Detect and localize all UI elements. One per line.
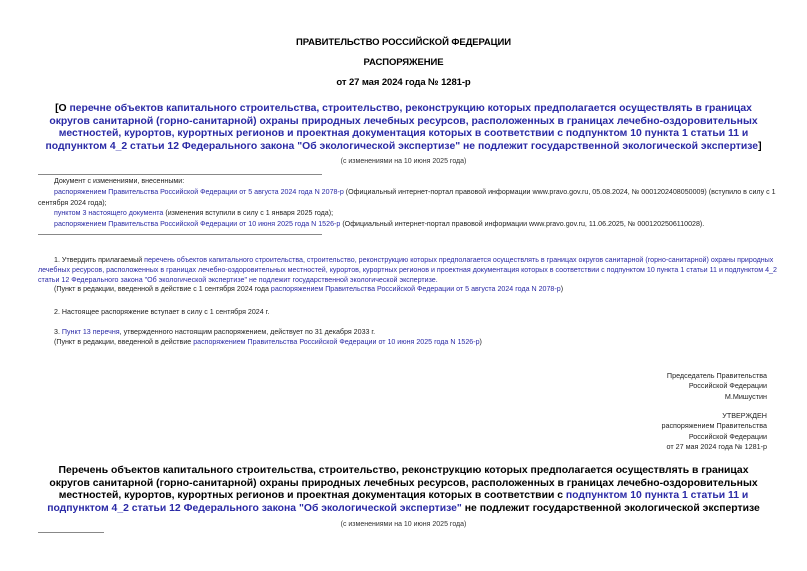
approved-block bbox=[661, 411, 767, 453]
signature-name: М.Мишустин bbox=[724, 391, 767, 401]
list-title-link[interactable]: подпунктом 10 пункта 1 статьи 11 и подпунктом 4_2 статьи 12 Федерального закона "Об экологической экспертизе" bbox=[47, 490, 749, 514]
p3-prefix: 3. bbox=[54, 328, 62, 336]
change-text: (Официальный интернет-портал правовой информации www.pravo.gov.ru, 11.06.2025, № 0001202506110028). bbox=[340, 220, 705, 229]
list-title-part1: Перечень объектов капитального строительства, строительство, реконструкцию которых предполагается осуществлять в границах округов санитарной (горно-санитарной) охраны природных лечебных ресурсов, расположенных в границах лечебно-оздоровительных местностей, курортов, курортных регионов и проектная документация которых в соответствии с bbox=[49, 465, 758, 501]
list-title-part2: не подлежит государственной экологической экспертизе bbox=[461, 502, 760, 514]
p2-text: 2. Настоящее распоряжение вступает в силу с 1 сентября 2024 г. bbox=[54, 308, 270, 316]
approved-label: УТВЕРЖДЕН bbox=[722, 411, 767, 420]
p3-note-link[interactable]: распоряжением Правительства Российской Федерации от 10 июня 2025 года N 1526-р bbox=[193, 337, 480, 346]
change-link[interactable]: распоряжением Правительства Российской Федерации от 5 августа 2024 года N 2078-р bbox=[54, 187, 344, 196]
footnote-divider bbox=[38, 532, 104, 533]
divider-bottom bbox=[38, 234, 322, 235]
change-link[interactable]: пунктом 3 настоящего документа bbox=[54, 209, 164, 218]
approved-date: от 27 мая 2024 года № 1281-р bbox=[666, 442, 767, 452]
change-text: (Официальный интернет-портал правовой информации www.pravo.gov.ru, 05.08.2024, № 0001202408050009) (вступило в силу с 1 сентября 2024 года); bbox=[38, 187, 776, 207]
changes-intro: Документ с изменениями, внесенными: bbox=[54, 177, 185, 185]
paragraph-2 bbox=[38, 308, 778, 318]
approved-org: Российской Федерации bbox=[688, 431, 767, 441]
doc-date-number: от 27 мая 2024 года № 1281-р bbox=[336, 77, 471, 88]
change-item bbox=[38, 208, 778, 219]
signature-org: Российской Федерации bbox=[688, 381, 767, 391]
p3-note-suffix: ) bbox=[479, 337, 482, 346]
change-item bbox=[38, 187, 778, 209]
doc-type: РАСПОРЯЖЕНИЕ bbox=[363, 57, 444, 68]
revision-note: (с изменениями на 10 июня 2025 года) bbox=[340, 158, 467, 165]
signature-block bbox=[667, 371, 767, 402]
title-close-bracket: ] bbox=[758, 140, 762, 152]
p1-prefix: 1. Утвердить прилагаемый bbox=[54, 256, 145, 264]
signature-title: Председатель Правительства bbox=[666, 371, 767, 380]
p1-link[interactable]: перечень объектов капитального строительства, строительство, реконструкцию которых предполагается осуществлять в границах округов санитарной (горно-санитарной) охраны природных лечебных ресурсов, расположенных в границах лечебно-оздоровительных местностей, курортов, курортных регионов и проектная документация которых в соответствии с подпунктом 10 пункта 1 статьи 11 и подпунктом 4_2 статьи 12 Федерального закона "Об экологической экспертизе" не подлежит государственной экологической экспертизе. bbox=[38, 256, 777, 284]
p3-link[interactable]: Пункт 13 перечня bbox=[61, 328, 120, 336]
paragraph-1 bbox=[38, 256, 778, 295]
title-link[interactable]: перечне объектов капитального строительства, строительство, реконструкцию которых предполагается осуществлять в границах округов санитарной (горно-санитарной) охраны природных лечебных ресурсов, расположенных в границах лечебно-оздоровительных местностей, курортов, курортных регионов и проектная документация которых в соответствии с подпунктом 10 пункта 1 статьи 11 и подпунктом 4_2 статьи 12 Федерального закона "Об экологической экспертизе" не подлежит государственной экологической экспертизе bbox=[45, 103, 759, 152]
change-link[interactable]: распоряжением Правительства Российской Федерации от 10 июня 2025 года N 1526-р bbox=[54, 220, 341, 229]
document-title bbox=[40, 103, 767, 153]
p1-note-prefix: (Пункт в редакции, введенной в действие с 1 сентября 2024 года bbox=[54, 285, 271, 294]
p3-suffix: , утвержденного настоящим распоряжением, действует по 31 декабря 2033 г. bbox=[119, 328, 376, 336]
paragraph-3 bbox=[38, 328, 778, 348]
list-title bbox=[40, 465, 767, 515]
changes-block bbox=[38, 176, 778, 230]
change-text: (изменения вступили в силу с 1 января 2025 года); bbox=[163, 209, 334, 218]
approved-by: распоряжением Правительства bbox=[661, 421, 767, 431]
p1-note-link[interactable]: распоряжением Правительства Российской Федерации от 5 августа 2024 года N 2078-р bbox=[270, 285, 561, 294]
list-revision-note: (с изменениями на 10 июня 2025 года) bbox=[340, 521, 467, 528]
p3-note-prefix: (Пункт в редакции, введенной в действие bbox=[54, 337, 194, 346]
org-title: ПРАВИТЕЛЬСТВО РОССИЙСКОЙ ФЕДЕРАЦИИ bbox=[296, 37, 511, 48]
divider-top bbox=[38, 174, 322, 175]
title-open-bracket: [О bbox=[55, 103, 70, 114]
p1-note-suffix: ) bbox=[560, 285, 564, 294]
change-item bbox=[38, 219, 778, 230]
